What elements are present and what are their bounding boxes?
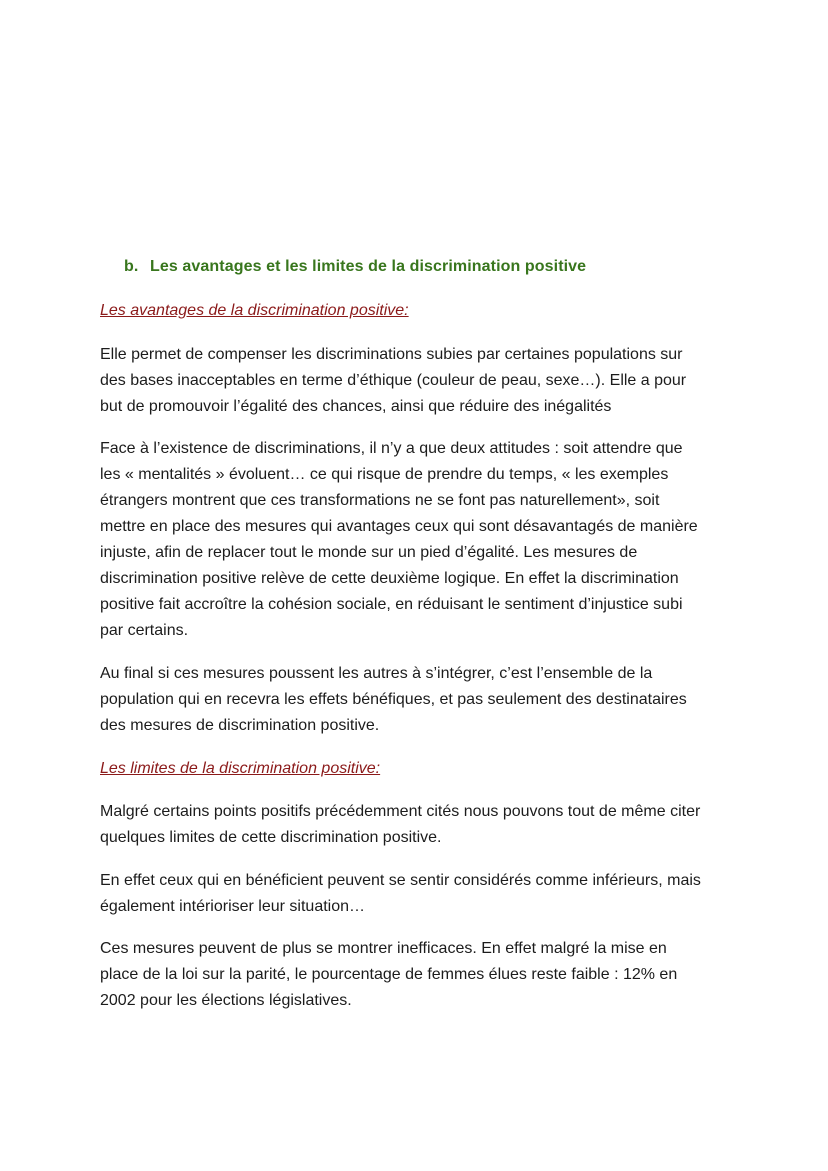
text-line: discrimination positive relève de cette deuxième logique. En effet la discrimination (100, 570, 679, 587)
text-line: également intérioriser leur situation… (100, 898, 366, 915)
limits-paragraph-2 (100, 868, 740, 920)
text-line: par certains. (100, 622, 189, 639)
advantages-paragraph-1 (100, 342, 740, 420)
section-title: Les avantages et les limites de la discrimination positive (150, 258, 587, 275)
text-line: En effet ceux qui en bénéficient peuvent se sentir considérés comme inférieurs, mais (100, 872, 701, 889)
limits-paragraph-1 (100, 799, 740, 851)
section-marker: b. (124, 258, 139, 275)
text-line: injuste, afin de replacer tout le monde sur un pied d’égalité. Les mesures de (100, 544, 638, 561)
section-heading (124, 258, 586, 276)
limits-paragraph-3 (100, 936, 740, 1014)
limits-subheading: Les limites de la discrimination positive: (100, 760, 381, 777)
text-line: les « mentalités » évoluent… ce qui risque de prendre du temps, « les exemples (100, 466, 669, 483)
text-line: Face à l’existence de discriminations, il n’y a que deux attitudes : soit attendre que (100, 440, 683, 457)
text-line: population qui en recevra les effets bénéfiques, et pas seulement des destinataires (100, 691, 687, 708)
advantages-paragraph-3 (100, 661, 740, 739)
text-line: Elle permet de compenser les discriminations subies par certaines populations sur (100, 346, 683, 363)
text-line: mettre en place des mesures qui avantages ceux qui sont désavantagés de manière (100, 518, 698, 535)
text-line: positive fait accroître la cohésion sociale, en réduisant le sentiment d’injustice subi (100, 596, 683, 613)
text-line: Au final si ces mesures poussent les autres à s’intégrer, c’est l’ensemble de la (100, 665, 653, 682)
text-line: Malgré certains points positifs précédemment cités nous pouvons tout de même citer (100, 803, 701, 820)
text-line: des bases inacceptables en terme d’éthique (couleur de peau, sexe…). Elle a pour (100, 372, 687, 389)
advantages-subheading: Les avantages de la discrimination positive: (100, 302, 409, 319)
text-line: Ces mesures peuvent de plus se montrer inefficaces. En effet malgré la mise en (100, 940, 667, 957)
text-line: des mesures de discrimination positive. (100, 717, 380, 734)
text-line: étrangers montrent que ces transformations ne se font pas naturellement», soit (100, 492, 660, 509)
text-line: place de la loi sur la parité, le pourcentage de femmes élues reste faible : 12% en (100, 966, 678, 983)
text-line: but de promouvoir l’égalité des chances, ainsi que réduire des inégalités (100, 398, 612, 415)
advantages-paragraph-2 (100, 436, 740, 644)
text-line: 2002 pour les élections législatives. (100, 992, 352, 1009)
text-line: quelques limites de cette discrimination positive. (100, 829, 442, 846)
